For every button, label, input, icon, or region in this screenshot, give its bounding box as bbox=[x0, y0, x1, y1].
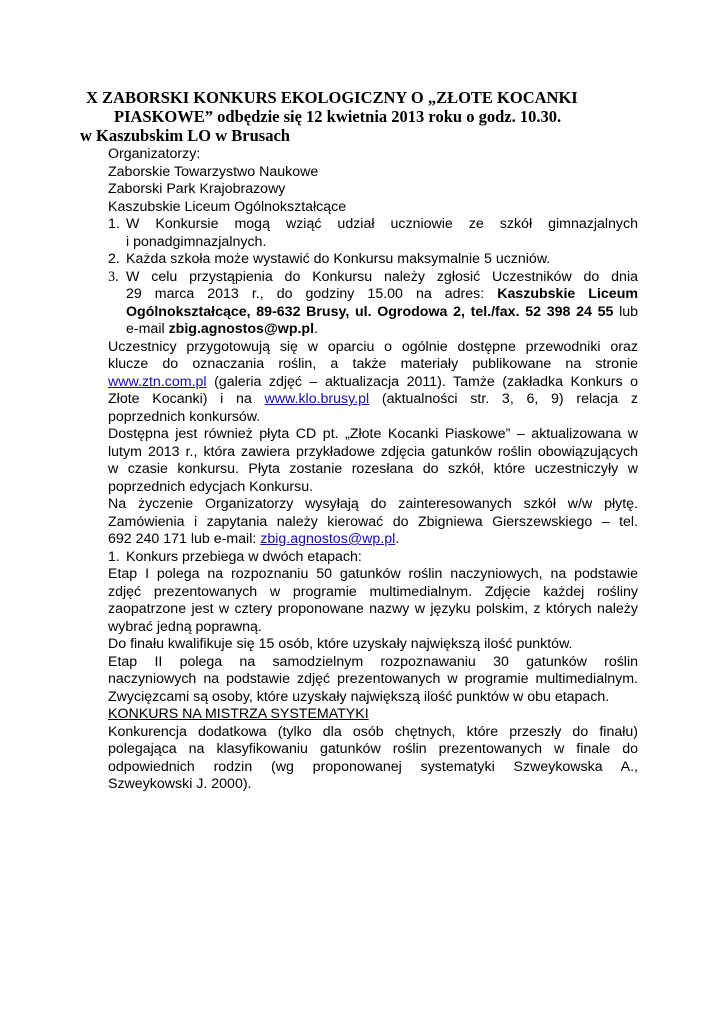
paragraph-line: w czasie konkursu. Płyta zostanie rozesłana do szkół, które uczestniczyły w bbox=[108, 461, 638, 477]
preparation-paragraph bbox=[108, 339, 638, 427]
rule-number: 3. bbox=[108, 268, 119, 285]
paragraph-text: (galeria zdjęć – aktualizacja 2011). Tamże (zakładka Konkurs o bbox=[206, 373, 638, 390]
paragraph-line: poprzednich konkursów. bbox=[108, 408, 261, 425]
paragraph-line: klucze do oznaczania roślin, a także materiały publikowane na stronie bbox=[108, 356, 638, 372]
rule-item-3 bbox=[108, 269, 638, 339]
paragraph-text: (aktualności str. 3, 6, 9) relacja z bbox=[369, 391, 638, 407]
paragraph-line: Konkurencja dodatkowa (tylko dla osób chętnych, które przeszły do finału) bbox=[108, 723, 638, 740]
rule-number: 2. bbox=[108, 251, 120, 267]
rule-text bbox=[126, 304, 638, 322]
stages-heading-text: Konkurs przebiega w dwóch etapach: bbox=[126, 548, 362, 565]
rule-text-part: lub bbox=[613, 303, 638, 320]
rule-text bbox=[126, 321, 638, 339]
title-line-3: w Kaszubskim LO w Brusach bbox=[80, 126, 290, 145]
master-section bbox=[108, 706, 638, 794]
title-line-2: PIASKOWE” odbędzie się 12 kwietnia 2013 roku o godz. 10.30. bbox=[114, 107, 562, 126]
rule-item-2 bbox=[108, 251, 638, 269]
rule-text: Każda szkoła może wystawić do Konkursu maksymalnie 5 uczniów. bbox=[126, 251, 551, 267]
rule-text: W Konkursie mogą wziąć udział uczniowie ze szkół gimnazjalnych bbox=[126, 216, 638, 232]
organizer-item: Kaszubskie Liceum Ogólnokształcące bbox=[108, 198, 347, 215]
paragraph-line: poprzednich edycjach Konkursu. bbox=[108, 478, 314, 495]
paragraph-line bbox=[108, 391, 638, 409]
paragraph-line: Do finału kwalifikuje się 15 osób, które uzyskały największą ilość punktów. bbox=[108, 636, 573, 652]
rule-item-1 bbox=[108, 216, 638, 251]
paragraph-line: Zamówienia i zapytania należy kierować do Zbigniewa Gierszewskiego – tel. bbox=[108, 513, 638, 530]
paragraph-line: wybrać jedną poprawną. bbox=[108, 618, 262, 635]
cd-paragraph bbox=[108, 426, 638, 549]
paragraph-line: Szweykowski J. 2000). bbox=[108, 776, 252, 792]
rule-text-part: e-mail bbox=[126, 321, 169, 337]
rule-text-part: 29 marca 2013 r., do godziny 15.00 na adres: bbox=[126, 286, 498, 302]
paragraph-line: lutym 2013 r., która zawiera przykładowe zdjęcia gatunków roślin obowiązujących bbox=[108, 443, 638, 460]
paragraph-line: odpowiednich rodzin (wg proponowanej systematyki Szweykowska A., bbox=[108, 758, 638, 775]
master-heading-text: KONKURS NA MISTRZA SYSTEMATYKI bbox=[108, 706, 369, 722]
klo-link[interactable]: www.klo.brusy.pl bbox=[264, 391, 370, 407]
address-bold: Ogólnokształcące, 89-632 Brusy, ul. Ogrodowa 2, tel./fax. 52 398 24 55 bbox=[126, 303, 614, 320]
document-title bbox=[80, 88, 578, 145]
organizer-item: Zaborskie Towarzystwo Naukowe bbox=[108, 163, 319, 180]
paragraph-text: 692 240 171 lub e-mail: bbox=[108, 531, 261, 547]
paragraph-line: Uczestnicy przygotowują się w oparciu o ogólnie dostępne przewodniki oraz bbox=[108, 338, 638, 355]
stages-heading bbox=[108, 549, 638, 567]
ztn-link[interactable]: www.ztn.com.pl bbox=[108, 373, 207, 390]
paragraph-line: Etap I polega na rozpoznaniu 50 gatunków roślin naczyniowych, na podstawie bbox=[108, 566, 638, 582]
document-body bbox=[108, 146, 638, 794]
address-bold: Kaszubskie Liceum bbox=[497, 286, 638, 302]
paragraph-line bbox=[108, 531, 638, 549]
organizers-heading: Organizatorzy: bbox=[108, 146, 201, 162]
master-heading bbox=[108, 706, 638, 724]
paragraph-line bbox=[108, 374, 638, 392]
paragraph-text: Złote Kocanki) i na bbox=[108, 391, 265, 407]
paragraph-text: . bbox=[395, 531, 400, 547]
paragraph-line: zaopatrzone jest w cztery proponowane nazwy w języku polskim, z których należy bbox=[108, 601, 638, 617]
paragraph-line: naczyniowych na podstawie zdjęć prezentowanych w programie multimedialnym. bbox=[108, 671, 638, 687]
rule-text bbox=[126, 286, 638, 304]
paragraph-line: Dostępna jest również płyta CD pt. „Złote Kocanki Piaskowe” – aktualizowana w bbox=[108, 426, 638, 442]
rule-text: i ponadgimnazjalnych. bbox=[126, 233, 267, 250]
stages-section bbox=[108, 549, 638, 707]
rule-text-part: . bbox=[314, 321, 318, 337]
rule-number: 1. bbox=[108, 216, 120, 232]
paragraph-line: Etap II polega na samodzielnym rozpoznawaniu 30 gatunków roślin bbox=[108, 653, 638, 670]
organizer-item: Zaborski Park Krajobrazowy bbox=[108, 181, 286, 197]
paragraph-line: polegająca na klasyfikowaniu gatunków roślin prezentowanych w finale do bbox=[108, 741, 638, 757]
stages-number: 1. bbox=[108, 548, 120, 565]
paragraph-line: zdjęć prezentowanych w programie multimedialnym. Zdjęcie każdej rośliny bbox=[108, 583, 638, 600]
paragraph-line: Na życzenie Organizatorzy wysyłają do zainteresowanych szkół w/w płytę. bbox=[108, 496, 638, 512]
paragraph-line: Zwycięzcami są osoby, które uzyskały największą ilość punktów w obu etapach. bbox=[108, 688, 610, 705]
organizers-section bbox=[108, 146, 638, 216]
email-link[interactable]: zbig.agnostos@wp.pl bbox=[260, 531, 396, 547]
title-line-1: X ZABORSKI KONKURS EKOLOGICZNY O „ZŁOTE KOCANKI bbox=[86, 88, 578, 107]
email-bold: zbig.agnostos@wp.pl bbox=[168, 321, 315, 337]
rule-text: W celu przystąpienia do Konkursu należy zgłosić Uczestników do dnia bbox=[126, 268, 638, 285]
